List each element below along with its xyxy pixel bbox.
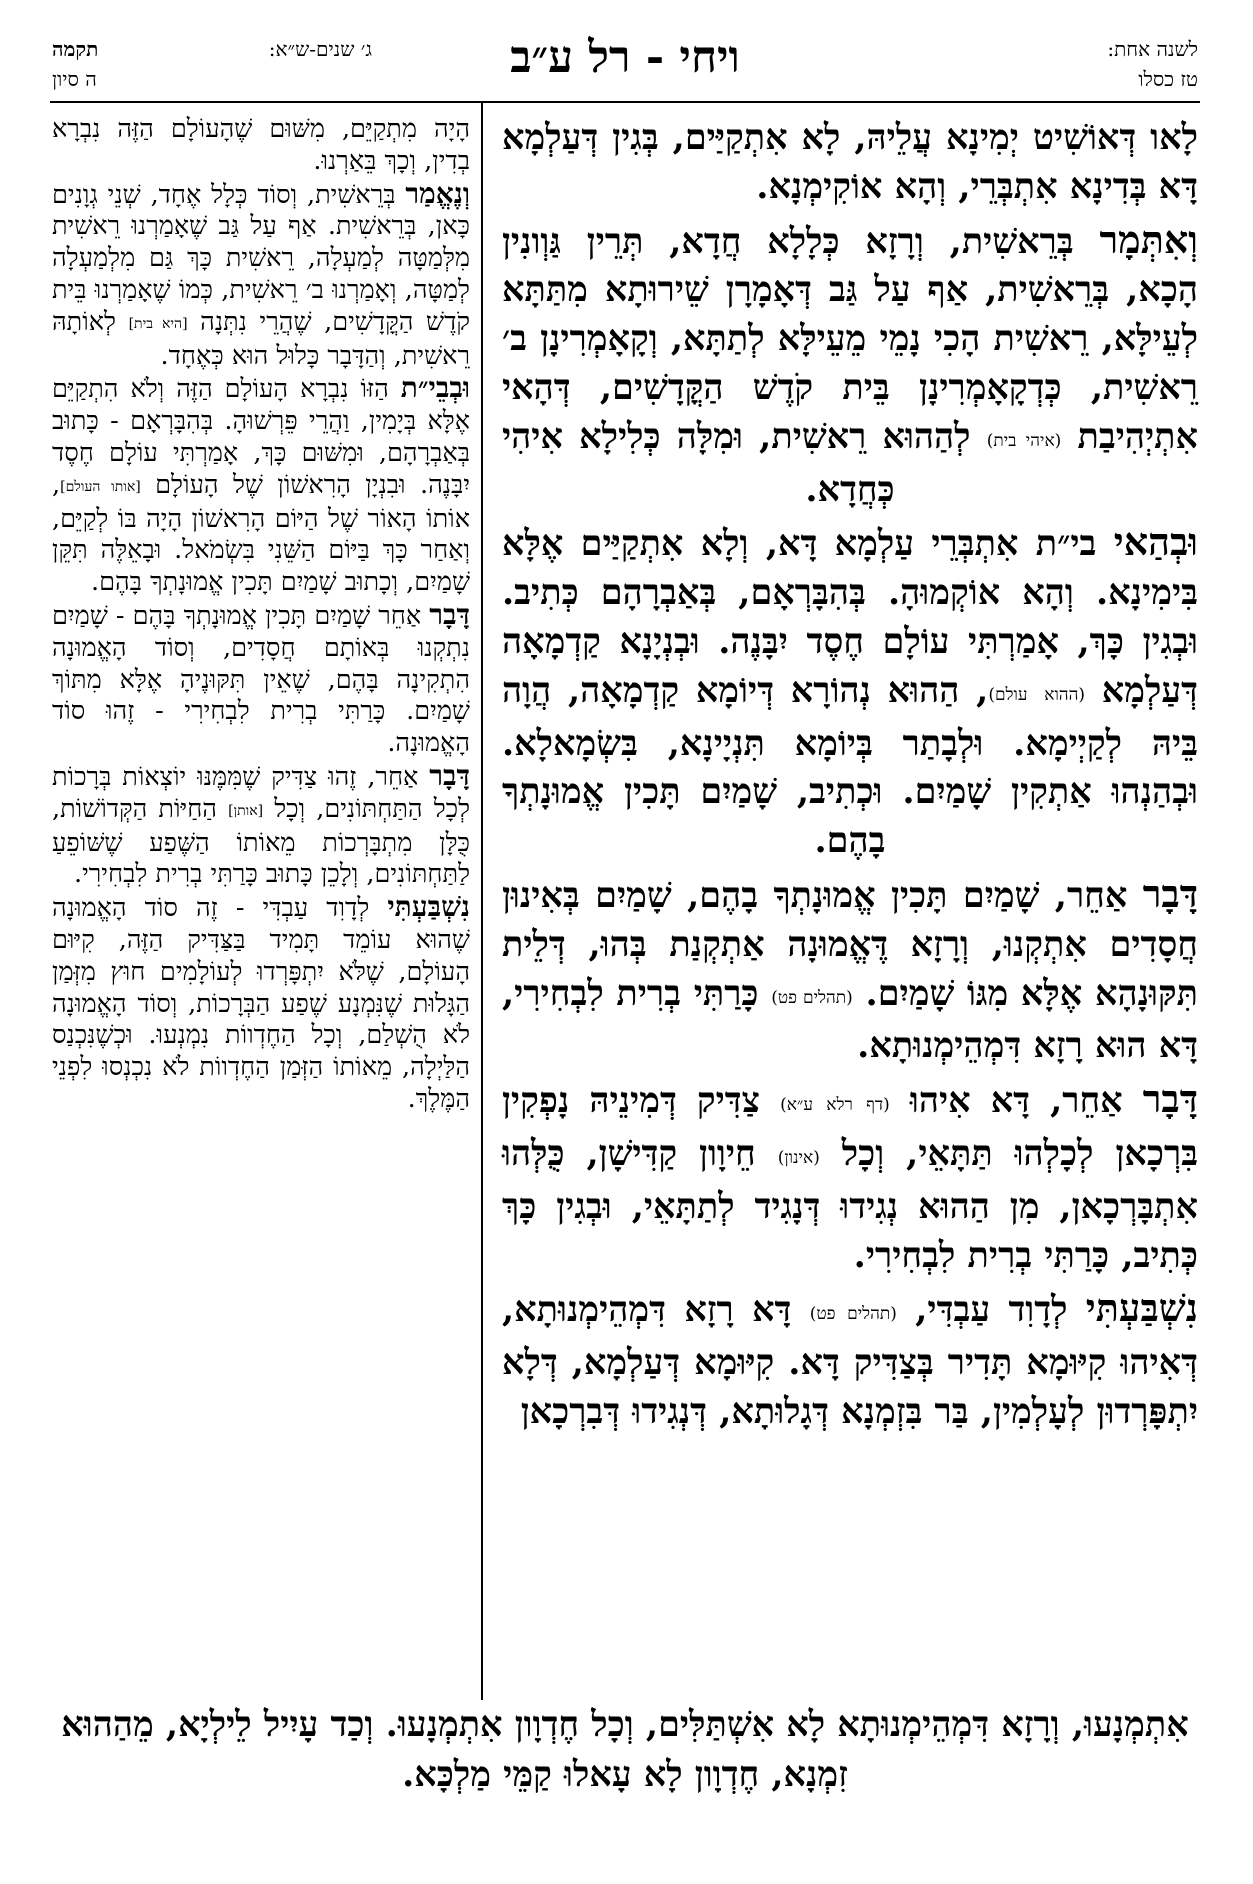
yearly-schedule-date: טז כסלו <box>1138 67 1198 91</box>
paragraph-lead-word: נִשְׁבַּעְתִּי <box>387 890 470 924</box>
three-year-schedule-date: ה סיון <box>52 67 97 91</box>
closing-full-width-text: אִתְמְנָעוּ, וְרָזָא דִּמְהֵימְנוּתָא לָא אִשְׁתַּלִּים, וְכָל חֶדְוָון אִתְמְנָעוּ. וְכַד עָיִיל לֵילְיָא, מֵהַהוּא זִמְנָא, חֶדְוָון לָא עָאלוּ קַמֵּי מַלְכָּא. <box>61 1704 1189 1795</box>
yearly-schedule-label: לשנה אחת: <box>1107 37 1198 61</box>
reference-note: (אינון) <box>777 1147 820 1168</box>
page-header <box>52 32 1198 104</box>
paragraph-lead-word: דָּבָר <box>1142 870 1198 916</box>
column-divider <box>481 103 483 1700</box>
reference-note: (תהלים פט) <box>771 987 853 1008</box>
header-left <box>52 34 372 94</box>
reference-note: (דף רלא ע״א) <box>780 1095 890 1116</box>
side-paragraph: דָּבָר אַחֵר, זֶהוּ צַדִּיק שֶׁמִּמֶּנּוּ יוֹצְאוֹת בְּרָכוֹת לְכָל הַתַּחְתּוֹנִים, וְכָל [אותן] הַחַיּוֹת הַקְּדוֹשׁוֹת, כֻּלָּן מִתְבָּרְכוֹת מֵאוֹתוֹ הַשֶּׁפַע שֶׁשּׁוֹפֵעַ לַתַּחְתּוֹנִים, וְלָכֵן כָּתוּב כָּרַתִּי בְרִית לִבְחִירִי. <box>52 758 471 890</box>
main-paragraph: לָאו דְּאוֹשִׁיט יְמִינָא עֲלֵיהּ, לָא אִתְקַיַּים, בְּגִין דְּעַלְמָא דָּא בְּדִינָא אִתְבְּרֵי, וְהָא אוֹקִימְנָא. <box>502 117 1198 207</box>
paragraph-lead-word: נִשְׁבַּעְתִּי <box>1085 1285 1199 1331</box>
reference-note: (ההוא <box>1044 684 1085 705</box>
paragraph-lead-word: וְאִתְּמָר <box>1099 216 1198 262</box>
reference-note: [אותן] <box>228 802 264 819</box>
paragraph-lead-word: דָּבָר <box>1142 1076 1199 1122</box>
main-paragraph: דָּבָר אַחֵר, שָׁמַיִם תָּכִין אֱמוּנָתְךָ בָהֶם, שָׁמַיִם בְּאִינוּן חֲסָדִים אִתְקְנוּ, וְרָזָא דֶּאֱמוּנָה אַתְקְנַת בְּהוּ, דְּלֵית תִּקּוּנָהָא אֶלָּא מִגּוֹ שָׁמַיִם. (תהלים פט) כָּרַתִּי בְרִית לִבְחִירִי, דָּא הוּא רָזָא דִּמְהֵימְנוּתָא. <box>502 870 1198 1067</box>
paragraph-lead-word: וְנֶאֱמַר <box>405 176 470 210</box>
reference-note: [היא בית] <box>128 315 188 332</box>
three-year-schedule-label: ג׳ שנים-ש״א: <box>268 37 372 61</box>
paragraph-lead-word: וּבְבֵי״ת <box>400 371 470 405</box>
side-paragraph: דָּבָר אַחֵר שָׁמַיִם תָּכִין אֱמוּנָתְךָ בָּהֶם - שָׁמַיִם נִתְקְנוּ בְּאוֹתָם חֲסָדִים, וְסוֹד הָאֱמוּנָה הִתְקִינָה בָּהֶם, שֶׁאֵין תִּקּוּנֶיהָ אֶלָּא מִתּוֹךְ שָׁמַיִם. כָּרַתִּי בְרִית לִבְחִירִי - זֶהוּ סוֹד הָאֱמוּנָה. <box>52 597 470 759</box>
main-paragraph: נִשְׁבַּעְתִּי לְדָוִד עַבְדִּי, (תהלים פט) דָּא רָזָא דִּמְהֵימְנוּתָא, דְּאִיהוּ קִיּוּמָא תָּדִיר בְּצַדִּיק דָּא. קִיּוּמָא דְּעַלְמָא, דְּלָא יִתְפָּרְדוּן לְעָלְמִין, בַּר בִּזְמְנָא דְּגָלוּתָא, דְּנְגִידוּ דְּבִרְכָאן <box>502 1285 1199 1432</box>
page-title: ויחי - רל ע״ב <box>510 32 740 83</box>
reference-note: (איהי בית) <box>986 430 1062 451</box>
side-paragraph: וְנֶאֱמַר בְּרֵאשִׁית, וְסוֹד כְּלָל אֶחָד, שְׁנֵי גְוָנִים כָּאן, בְּרֵאשִׁית. אַף עַל גַּב שֶׁאָמַרְנוּ רֵאשִׁית מִלְּמַטָּה לְמַעְלָה, רֵאשִׁית כָּךְ גַּם מִלְמַעְלָה לְמַטָּה, וְאָמַרְנוּ ב׳ רֵאשִׁית, כְּמוֹ שֶׁאָמַרְנוּ בֵּית קֹדֶשׁ הַקֳּדָשִׁים, שֶׁהֲרֵי נִתְּנָה [היא בית] לְאוֹתָהּ רֵאשִׁית, וְהַדָּבָר כָּלוּל הוּא כְּאֶחָד. <box>52 176 470 371</box>
page-number: תקמה <box>52 37 99 61</box>
main-paragraph: וְאִתְּמָר בְּרֵאשִׁית, וְרָזָא כְּלָלָא חֲדָא, תְּרֵין גַּוְונִין הָכָא, בְּרֵאשִׁית, אַף עַל גַּב דְּאָמָרָן שֵׁירוּתָא מִתַּתָּא לְעֵילָּא, רֵאשִׁית הָכִי נָמֵי מֵעֵילָּא לְתַתָּא, וְקָאָמְרִינָן ב׳ רֵאשִׁית, כְּדְקָאָמְרִינָן בֵּית קֹדֶשׁ הַקֳּדָשִׁים, דְּהָאי אִתְיְהִיבַת (איהי בית) לְהַהוּא רֵאשִׁית, וּמִלָּה כְּלִילָא אִיהִי כְּחֲדָא. <box>502 216 1199 510</box>
side-paragraph: נִשְׁבַּעְתִּי לְדָוִד עַבְדִּי - זֶה סוֹד הָאֱמוּנָה שֶׁהוּא עוֹמֵד תָּמִיד בַּצַּדִּיק הַזֶּה, קִיּוּם הָעוֹלָם, שֶׁלֹּא יִתְפָּרְדוּ לְעוֹלָמִים חוּץ מִזְּמַן הַגָּלוּת שֶׁנִּמְנָע שֶׁפַע הַבְּרָכוֹת, וְסוֹד הָאֱמוּנָה לֹא הֻשְׁלַם, וְכָל הַחֶדְווֹת נִמְנְעוּ. וּכְשֶׁנִּכְנַס הַלַּיְלָה, מֵאוֹתוֹ הַזְּמַן הַחֶדְווֹת לֹא נִכְנְסוּ לִפְנֵי הַמֶּלֶךְ. <box>52 890 470 1114</box>
main-paragraph: דָּבָר אַחֵר, דָּא אִיהוּ (דף רלא ע״א) צַדִּיק דְּמִינֵיהּ נָפְקִין בִּרְכָאן לְכָלְהוּ תַּתָּאֵי, וְכָל (אינון) חֵיוָון קַדִּישָׁן, כֻּלְּהוּ אִתְבָּרְכָאן, מִן הַהוּא נְגִידוּ דְּנָגִיד לְתַתָּאֵי, וּבְגִין כָּךְ כְּתִיב, כָּרַתִּי בְרִית לִבְחִירִי. <box>502 1076 1199 1276</box>
reference-note: (תהלים פט) <box>809 1304 897 1325</box>
paragraph-lead-word: וּבְהַאי <box>1113 519 1198 565</box>
main-paragraph: וּבְהַאי בי״ת אִתְבְּרֵי עַלְמָא דָּא, וְלָא אִתְקַיַּים אֶלָּא בִּימִינָא. וְהָא אוֹקְמוּהָ. בְּהִבָּרְאָם, בְּאַבְרָהָם כְּתִיב. וּבְגִין כָּךְ, אָמַרְתִּי עוֹלָם חֶסֶד יִבָּנֶה. וּבְנְיָנָא קַדְמָאָה דְּעַלְמָא (ההוא עולם), הַהוּא נְהוֹרָא דְּיוֹמָא קַדְמָאָה, הֲוָה בֵּיהּ לְקַיְימָא. וּלְבָתַר בְּיוֹמָא תִּנְיָינָא, בִּשְׂמָאלָא. וּבְהַנְהוּ אַתְקִין שָׁמַיִם. וּכְתִיב, שָׁמַיִם תָּכִין אֱמוּנָתְךָ בָהֶם. <box>502 519 1198 862</box>
aramaic-main-text <box>502 114 1198 1441</box>
paragraph-lead-word: דָּבָר <box>429 758 470 792</box>
header-divider <box>50 101 1200 103</box>
reference-note: עולם) <box>988 684 1028 705</box>
side-paragraph: וּבְבֵי״ת הַזּוֹ נִבְרָא הָעוֹלָם הַזֶּה וְלֹא הִתְקַיֵּם אֶלָּא בְּיָמִין, וַהֲרֵי פֵּרְשׁוּהָ. בְּהִבָּרְאָם - כָּתוּב בְּאַבְרָהָם, וּמִשּׁוּם כָּךְ, אָמַרְתִּי עוֹלָם חֶסֶד יִבָּנֶה. וּבִנְיָן הָרִאשׁוֹן שֶׁל הָעוֹלָם [אותו העולם], אוֹתוֹ הָאוֹר שֶׁל הַיּוֹם הָרִאשׁוֹן הָיָה בּוֹ לְקַיֵּם, וְאַחַר כָּךְ בַּיּוֹם הַשֵּׁנִי בִּשְׂמֹאל. וּבָאֵלֶּה תִּקֵּן שָׁמַיִם, וְכָתוּב שָׁמַיִם תָּכִין אֱמוּנָתְךָ בָּהֶם. <box>52 371 471 598</box>
paragraph-lead-word: דָּבָר <box>429 597 470 631</box>
hebrew-translation-column <box>52 114 470 1116</box>
reference-note: [אותו העולם] <box>60 478 141 495</box>
side-paragraph: הָיָה מִתְקַיֵּם, מִשּׁוּם שֶׁהָעוֹלָם הַזֶּה נִבְרָא בְדִין, וְכָךְ בֵּאַרְנוּ. <box>52 114 470 176</box>
